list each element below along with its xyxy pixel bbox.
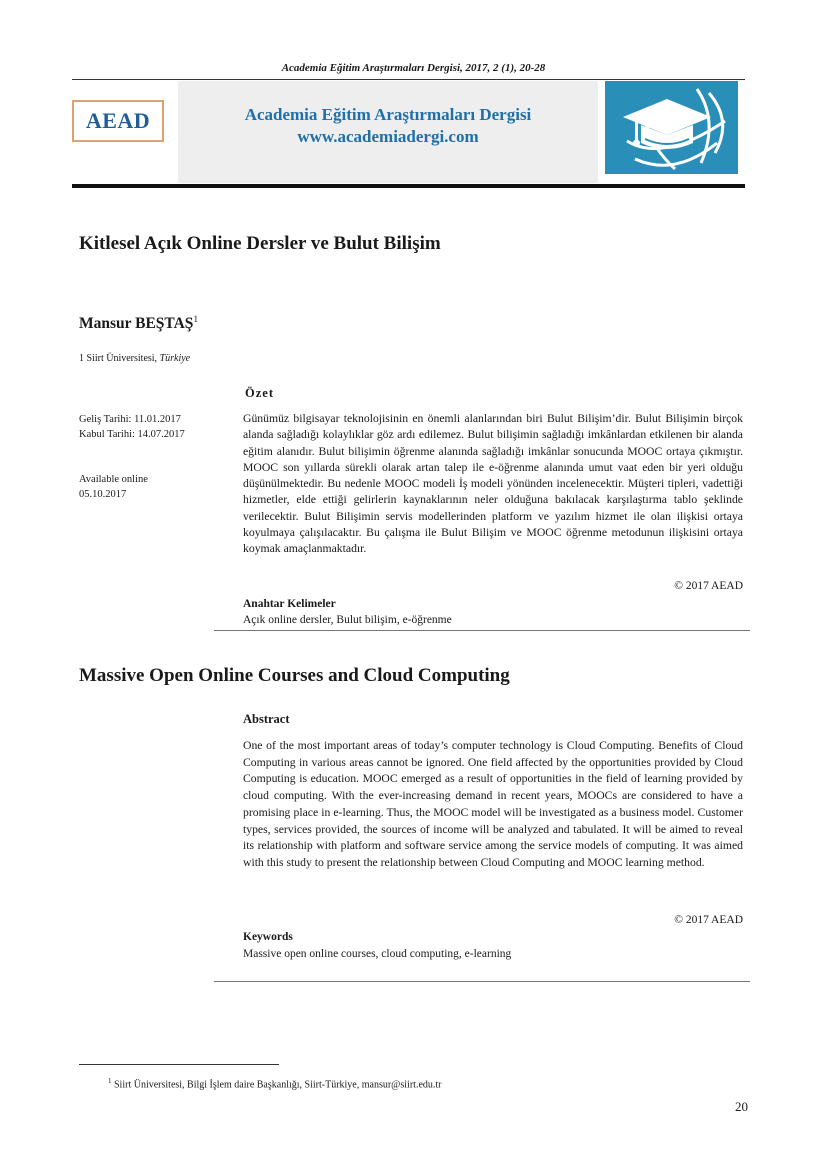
available-online-date: 05.10.2017 [79, 489, 127, 500]
section-divider-en [214, 981, 750, 982]
available-online-label: Available online [79, 474, 148, 485]
header-rule [72, 79, 745, 80]
running-head: Academia Eğitim Araştırmaları Dergisi, 2017, 2 (1), 20-28 [281, 62, 546, 74]
turkish-title: Kitlesel Açık Online Dersler ve Bulut Bilişim [79, 233, 441, 254]
english-keywords: Massive open online courses, cloud computing, e-learning [243, 948, 512, 960]
accepted-date: Kabul Tarihi: 14.07.2017 [79, 429, 185, 440]
page-number: 20 [735, 1099, 748, 1114]
turkish-keywords-heading: Anahtar Kelimeler [243, 598, 336, 610]
footnote-rule [79, 1064, 279, 1065]
copyright-en: © 2017 AEAD [674, 914, 743, 926]
author-name [79, 314, 198, 333]
aead-logo-box: AEAD [72, 100, 164, 142]
affiliation [79, 353, 190, 364]
author-text: Mansur BEŞTAŞ [79, 315, 194, 333]
journal-name-block [178, 104, 598, 148]
received-date: Geliş Tarihi: 11.01.2017 [79, 414, 181, 425]
english-title: Massive Open Online Courses and Cloud Computing [79, 665, 510, 686]
journal-title: Academia Eğitim Araştırmaları Dergisi [244, 105, 532, 124]
banner-rule [72, 184, 745, 188]
footnote [108, 1077, 442, 1090]
author-footnote-mark: 1 [193, 314, 198, 324]
turkish-abstract: Günümüz bilgisayar teknolojisinin en önemli alanlarından biri Bulut Bilişim’dir. Bulut Bilişimin birçok alanda sağladığı kolaylıklar göz ardı edilemez. Bulut bilişimin sağladığı imkânlardan etkilenen bir alanda eğitim alanıdır. Bulut bilişimin öğrenme alanında sağladığı imkânlar sonucunda MOOC ortaya çıkmıştır. MOOC son yıllarda sürekli olarak artan talep ile e-öğrenme alanında umut vaat eden bir yeri olduğu düşünülmektedir. Bu nedenle MOOC modeli İş modeli yönünden incelenecektir. Müşteri tipleri, vadettiği hizmetler, elde ettiği gelirlerin kaynaklarının neler olduğuna bakılacak karşılaştırma tablo şeklinde verilecektir. Bulut Bilişimin servis modellerinden platform ve yazılım hizmet ile olan ilişkisi ortaya koyulmaya çalışılacaktır. Bu çalışma ile Bulut Bilişim ve MOOC öğrenme metodunun ilişkisini ortaya koymak amaçlanmaktadır. [243, 412, 743, 556]
ozet-heading: Özet [245, 386, 274, 400]
journal-url[interactable]: www.academiadergi.com [297, 127, 479, 146]
turkish-keywords: Açık online dersler, Bulut bilişim, e-öğrenme [243, 614, 452, 626]
abstract-heading: Abstract [243, 712, 290, 726]
section-divider-tr [214, 630, 750, 631]
copyright-tr: © 2017 AEAD [674, 580, 743, 592]
english-keywords-heading: Keywords [243, 931, 293, 943]
footnote-mark: 1 [108, 1077, 112, 1085]
affiliation-country: Türkiye [159, 353, 191, 364]
english-abstract: One of the most important areas of today’s computer technology is Cloud Computing. Benefits of Cloud Computing in various areas cannot be ignored. One field affected by the opportunities provided by Cloud Computing is education. MOOC emerged as a result of opportunities in the field of learning provided by cloud computing. With the ever-increasing demand in recent years, MOOCs are considered to have a promising place in e-learning. Thus, the MOOC model will be investigated as a business model. Customer types, services provided, the sources of income will be analyzed and tabulated. It will be aimed to reveal its relationship with platform and software service among the service models of computing. It was aimed with this study to present the relationship between Cloud Computing and MOOC learning method. [243, 739, 743, 869]
footnote-text: Siirt Üniversitesi, Bilgi İşlem daire Başkanlığı, Siirt-Türkiye, mansur@siirt.edu.tr [111, 1079, 442, 1091]
graduation-cap-globe-icon [605, 81, 738, 174]
affiliation-text: 1 Siirt Üniversitesi, [79, 353, 160, 364]
